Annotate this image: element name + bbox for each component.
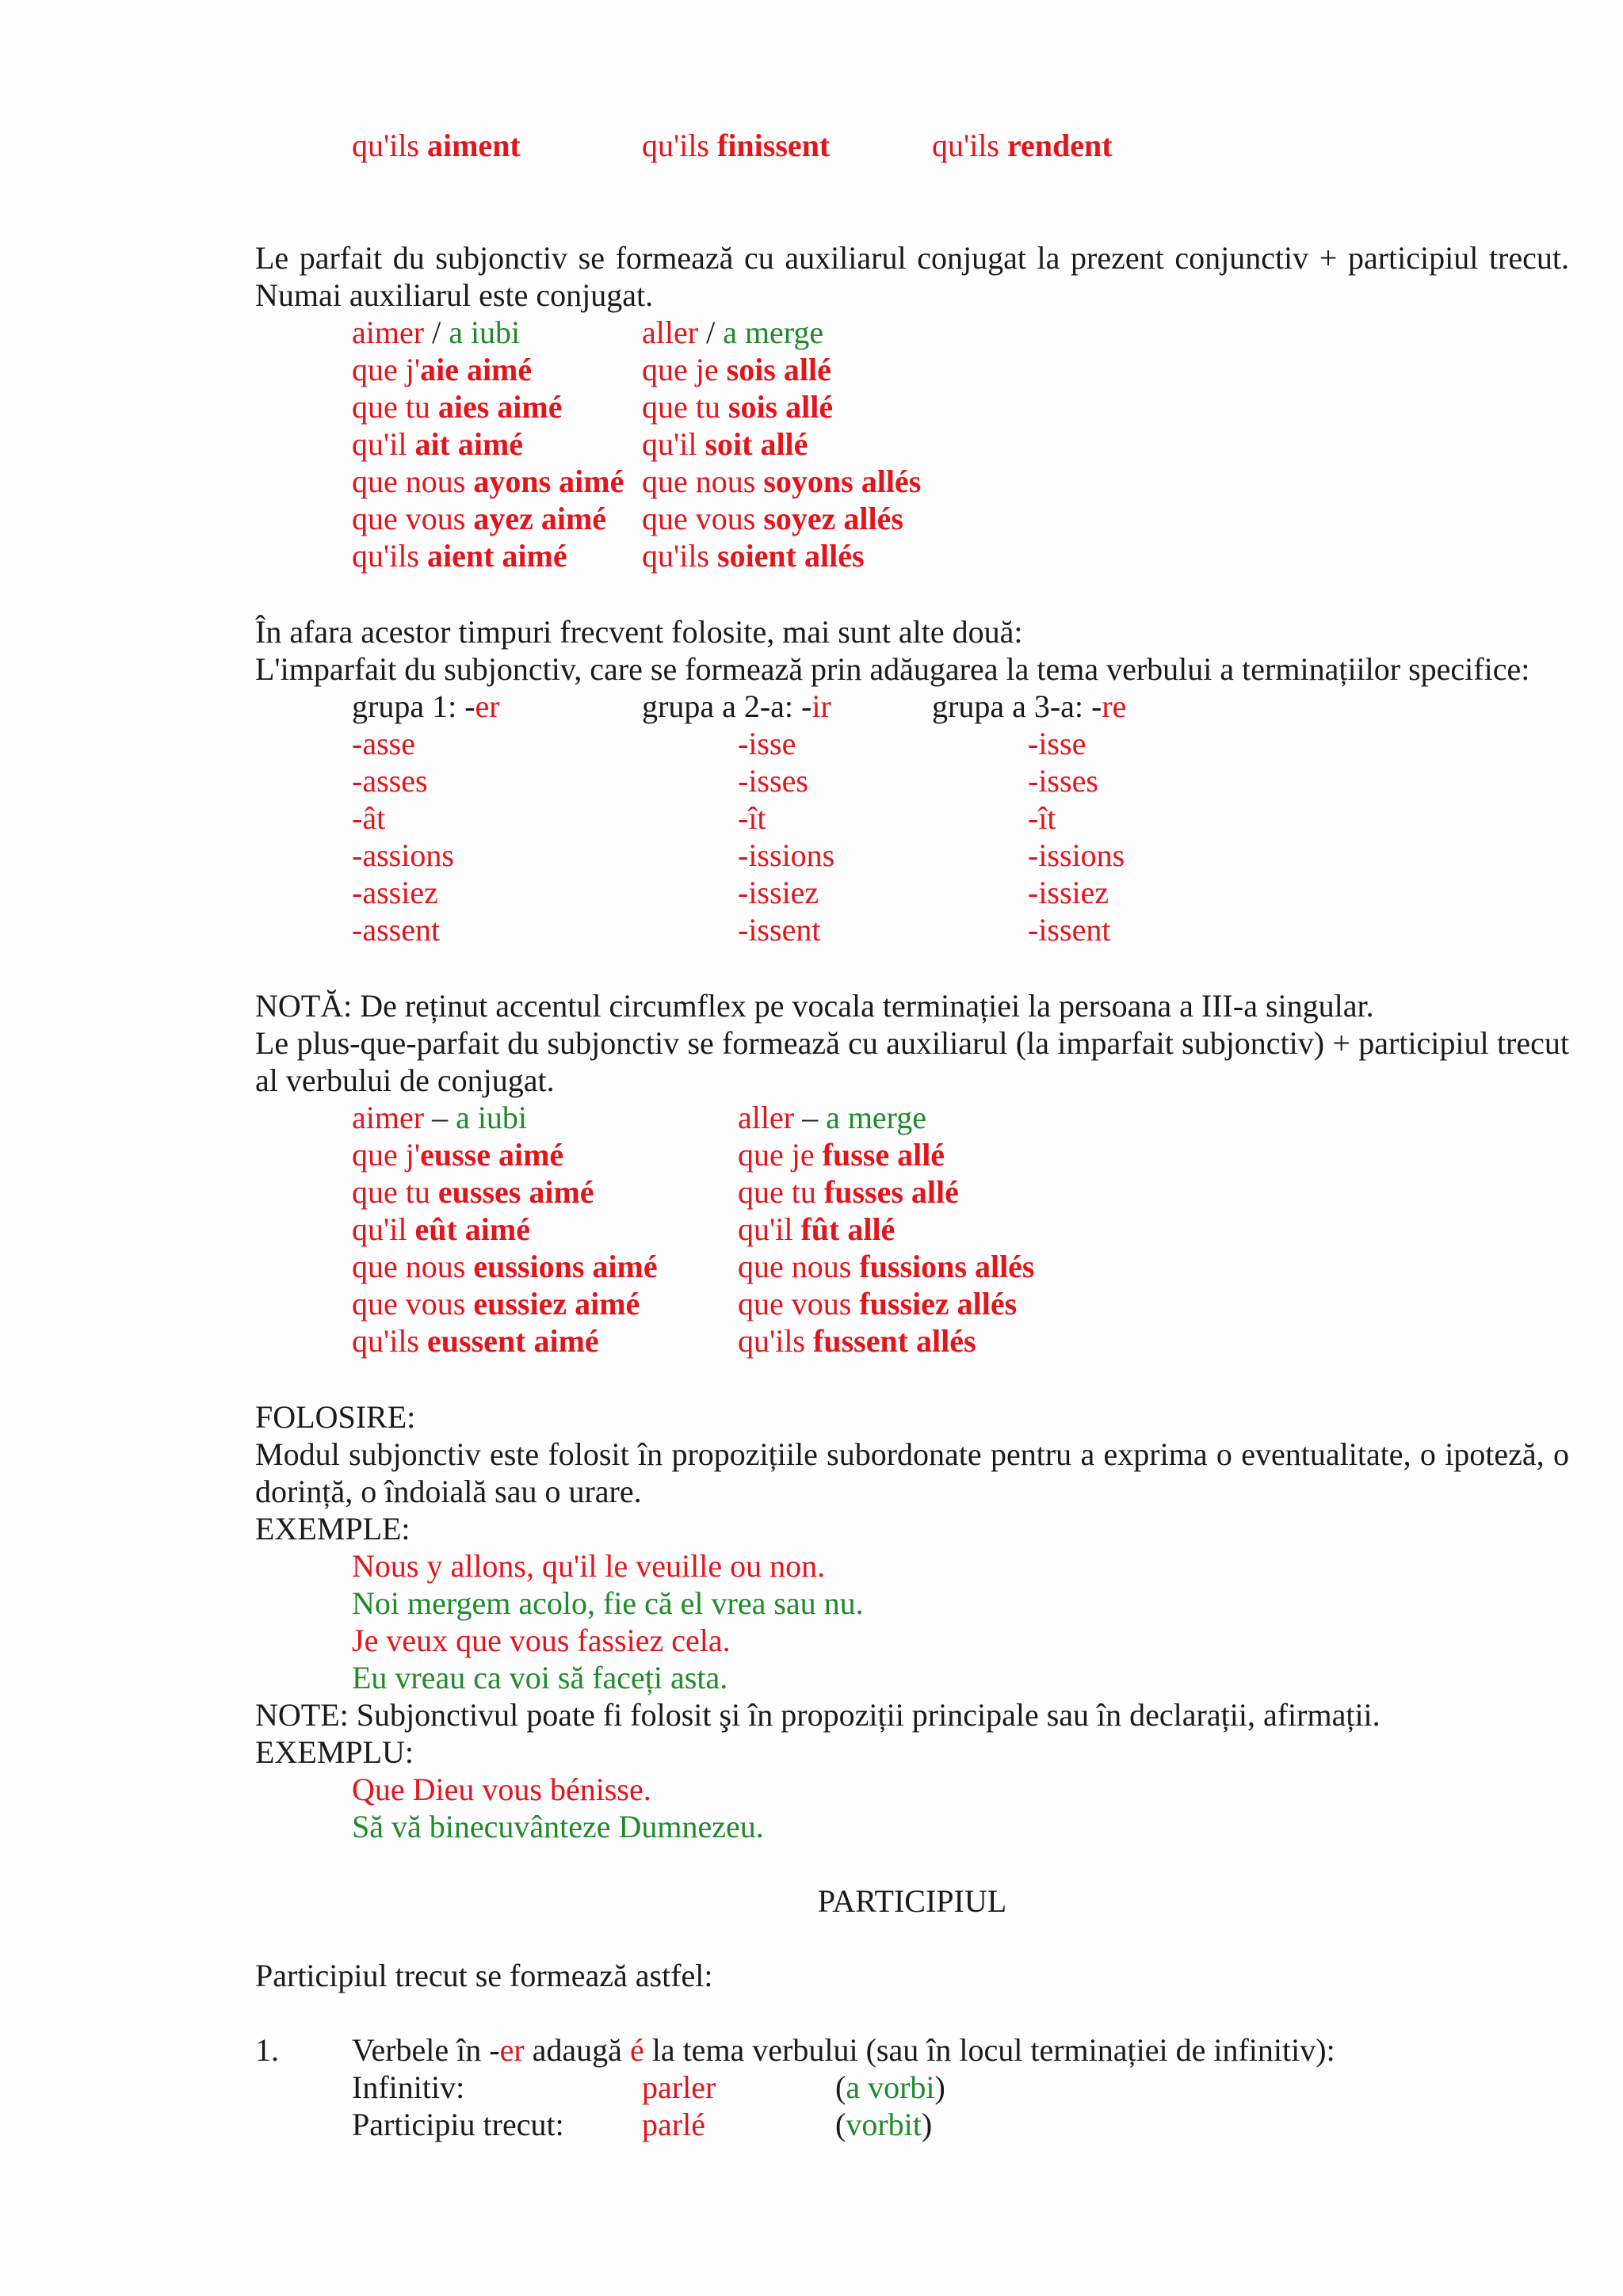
row-bold: eusses aimé xyxy=(437,1174,594,1210)
examples-label: EXEMPLE: xyxy=(255,1511,411,1547)
participiul-rule xyxy=(352,2031,1335,2069)
row-bold: soyez allés xyxy=(763,501,903,536)
parfait-aimer-row xyxy=(352,500,606,537)
parfait-aller-row xyxy=(642,537,865,574)
row-pre: que je xyxy=(738,1137,823,1173)
pqp-aimer-row xyxy=(352,1211,530,1248)
pqp-aller-row xyxy=(738,1173,959,1211)
example-fr: Que Dieu vous bénisse. xyxy=(352,1772,651,1807)
row-ro: (a vorbi) xyxy=(835,2069,945,2105)
rule-e: é xyxy=(629,2032,644,2068)
parfait-aller-row xyxy=(642,500,903,537)
row-fr: parlé xyxy=(642,2107,705,2142)
participiul-title: PARTICIPIUL xyxy=(817,1883,1007,1919)
group1-ending: -assiez xyxy=(352,875,438,910)
row-pre: que nous xyxy=(642,463,764,499)
imparfait-line2: L'imparfait du subjonctiv, care se formează prin adăugarea la tema verbului a terminațiilor specifice: xyxy=(255,651,1530,687)
parfait-aimer-head-ro: a iubi xyxy=(449,315,521,350)
row-pre: que tu xyxy=(642,389,728,425)
parfait-intro: Le parfait du subjonctiv se formează cu auxiliarul conjugat la prezent conjunctiv + participiul trecut. Numai auxiliarul este conjugat. xyxy=(255,240,1569,313)
pqp-aller-head-sep: – xyxy=(794,1100,827,1135)
row-pre: qu'ils xyxy=(352,538,427,574)
pqp-aimer-row xyxy=(352,1285,640,1322)
group-ending: re xyxy=(1102,688,1127,724)
parfait-aimer-head-fr: aimer xyxy=(352,315,425,350)
top-row-col1-pre: qu'ils xyxy=(352,128,427,163)
folosire-text: Modul subjonctiv este folosit în propozițiile subordonate pentru a exprima o eventualitate, o ipoteză, o dorință, o îndoială sau o urare. xyxy=(255,1436,1569,1509)
row-bold: eusse aimé xyxy=(420,1137,564,1173)
parfait-aller-heading xyxy=(642,314,823,351)
top-row-col1-bold: aiment xyxy=(427,128,521,163)
pqp-aller-head-ro: a merge xyxy=(826,1100,927,1135)
row-label: Participiu trecut: xyxy=(352,2107,564,2142)
group-label: grupa a 3-a: - xyxy=(932,688,1102,724)
rule-mid: adaugă xyxy=(524,2032,630,2068)
pqp-intro: Le plus-que-parfait du subjonctiv se formează cu auxiliarul (la imparfait subjonctiv) + participiul trecut al verbului de conjugat. xyxy=(255,1025,1569,1098)
group1-ending: -assent xyxy=(352,912,441,948)
group2-ending: -issent xyxy=(738,912,821,948)
top-row-col3 xyxy=(932,127,1113,164)
group3-ending: -isse xyxy=(1028,726,1086,761)
group2-heading xyxy=(642,688,831,725)
row-pre: que je xyxy=(642,352,727,387)
row-pre: qu'ils xyxy=(738,1323,813,1359)
group3-ending: -issent xyxy=(1028,912,1111,948)
example-ro: Noi mergem acolo, fie că el vrea sau nu. xyxy=(352,1585,864,1621)
parfait-aimer-heading xyxy=(352,314,520,351)
pqp-aller-row xyxy=(738,1136,945,1173)
row-bold: eussions aimé xyxy=(473,1249,658,1284)
parfait-aller-row xyxy=(642,425,808,463)
pqp-aller-row xyxy=(738,1248,1035,1285)
top-row-col2 xyxy=(642,127,830,164)
row-bold: ayons aimé xyxy=(473,463,624,499)
imparfait-line1: În afara acestor timpuri frecvent folosite, mai sunt alte două: xyxy=(255,614,1023,650)
parfait-aller-row xyxy=(642,463,921,500)
group3-ending: -issiez xyxy=(1028,875,1109,910)
group-label: grupa a 2-a: - xyxy=(642,688,812,724)
example-fr: Je veux que vous fassiez cela. xyxy=(352,1623,731,1658)
pqp-aimer-row xyxy=(352,1173,594,1211)
folosire-heading: FOLOSIRE: xyxy=(255,1399,416,1435)
parfait-aller-row xyxy=(642,351,831,388)
group-ending: er xyxy=(475,688,500,724)
group1-ending: -asse xyxy=(352,726,415,761)
pqp-aller-row xyxy=(738,1211,895,1248)
row-pre: que nous xyxy=(738,1249,860,1284)
group3-ending: -ît xyxy=(1028,800,1056,836)
top-row-col2-bold: finissent xyxy=(717,128,831,163)
example-label: EXEMPLU: xyxy=(255,1734,414,1770)
row-pre: qu'ils xyxy=(352,1323,427,1359)
rule-er: er xyxy=(499,2032,525,2068)
row-bold: sois allé xyxy=(726,352,831,387)
group3-ending: -isses xyxy=(1028,763,1098,799)
row-pre: que nous xyxy=(352,463,474,499)
group2-ending: -issiez xyxy=(738,875,819,910)
list-number: 1. xyxy=(255,2032,279,2068)
row-pre: qu'ils xyxy=(642,538,717,574)
pqp-aimer-row xyxy=(352,1136,563,1173)
row-pre: qu'il xyxy=(352,1211,415,1247)
group2-ending: -isses xyxy=(738,763,808,799)
pqp-aimer-head-fr: aimer xyxy=(352,1100,425,1135)
row-ro-text: a vorbi xyxy=(846,2069,935,2105)
parfait-aller-row xyxy=(642,388,833,425)
rule-pre: Verbele în - xyxy=(352,2032,500,2068)
row-ro: (vorbit) xyxy=(835,2107,933,2142)
group1-heading xyxy=(352,688,500,725)
row-pre: que nous xyxy=(352,1249,474,1284)
group1-ending: -assions xyxy=(352,837,454,873)
group2-ending: -ît xyxy=(738,800,766,836)
row-bold: ait aimé xyxy=(414,426,524,462)
row-pre: que tu xyxy=(738,1174,824,1210)
row-bold: fût allé xyxy=(800,1211,896,1247)
top-row-col1 xyxy=(352,127,521,164)
pqp-aller-row xyxy=(738,1285,1017,1322)
row-bold: fusse allé xyxy=(822,1137,945,1173)
example-ro: Să vă binecuvânteze Dumnezeu. xyxy=(352,1809,764,1844)
example-fr: Nous y allons, qu'il le veuille ou non. xyxy=(352,1548,826,1584)
row-bold: soient allés xyxy=(717,538,865,574)
group3-ending: -issions xyxy=(1028,837,1125,873)
top-row-col3-pre: qu'ils xyxy=(932,128,1007,163)
parfait-aimer-row xyxy=(352,463,624,500)
row-fr: parler xyxy=(642,2069,716,2105)
pqp-aimer-heading xyxy=(352,1099,527,1136)
row-bold: soyons allés xyxy=(763,463,922,499)
row-bold: eût aimé xyxy=(414,1211,530,1247)
pqp-aimer-row xyxy=(352,1322,599,1360)
parfait-aimer-head-sep: / xyxy=(424,315,449,350)
group-label: grupa 1: - xyxy=(352,688,475,724)
row-pre: que j' xyxy=(352,1137,421,1173)
pqp-aimer-head-ro: a iubi xyxy=(456,1100,528,1135)
row-bold: soit allé xyxy=(705,426,808,462)
participiul-intro: Participiul trecut se formează astfel: xyxy=(255,1958,713,1993)
row-pre: que tu xyxy=(352,1174,438,1210)
row-pre: que j' xyxy=(352,352,421,387)
row-bold: eussent aimé xyxy=(427,1323,599,1359)
row-label: Infinitiv: xyxy=(352,2069,465,2105)
pqp-aller-row xyxy=(738,1322,976,1360)
group1-ending: -ât xyxy=(352,800,386,836)
row-pre: que vous xyxy=(738,1286,860,1322)
row-pre: qu'il xyxy=(642,426,705,462)
row-bold: fussions allés xyxy=(859,1249,1035,1284)
group3-heading xyxy=(932,688,1126,725)
row-pre: qu'il xyxy=(738,1211,801,1247)
parfait-aimer-row xyxy=(352,425,523,463)
row-bold: aient aimé xyxy=(427,538,567,574)
group-ending: ir xyxy=(812,688,831,724)
pqp-aller-heading xyxy=(738,1099,926,1136)
row-bold: fussent allés xyxy=(813,1323,976,1359)
example-ro: Eu vreau ca voi să faceți asta. xyxy=(352,1660,728,1695)
pqp-nota: NOTĂ: De reținut accentul circumflex pe vocala terminației la persoana a III-a singular. xyxy=(255,988,1374,1024)
row-bold: aies aimé xyxy=(437,389,563,425)
pqp-aimer-row xyxy=(352,1248,658,1285)
top-row-col2-pre: qu'ils xyxy=(642,128,717,163)
rule-post: la tema verbului (sau în locul terminației de infinitiv): xyxy=(643,2032,1335,2068)
row-ro-text: vorbit xyxy=(846,2107,922,2142)
row-bold: eussiez aimé xyxy=(473,1286,640,1322)
row-pre: que vous xyxy=(642,501,764,536)
row-pre: que vous xyxy=(352,1286,474,1322)
row-pre: que tu xyxy=(352,389,438,425)
group2-ending: -issions xyxy=(738,837,835,873)
row-pre: que vous xyxy=(352,501,474,536)
parfait-aller-head-fr: aller xyxy=(642,315,699,350)
parfait-aimer-row xyxy=(352,537,567,574)
row-bold: fussiez allés xyxy=(859,1286,1018,1322)
parfait-aller-head-sep: / xyxy=(698,315,724,350)
group2-ending: -isse xyxy=(738,726,796,761)
row-bold: ayez aimé xyxy=(473,501,607,536)
parfait-aimer-row xyxy=(352,388,563,425)
row-pre: qu'il xyxy=(352,426,415,462)
row-bold: sois allé xyxy=(727,389,834,425)
group1-ending: -asses xyxy=(352,763,428,799)
parfait-aller-head-ro: a merge xyxy=(723,315,824,350)
parfait-aimer-row xyxy=(352,351,532,388)
top-row-col3-bold: rendent xyxy=(1007,128,1113,163)
folosire-note: NOTE: Subjonctivul poate fi folosit şi în propoziții principale sau în declarații, afirmații. xyxy=(255,1697,1381,1733)
row-bold: aie aimé xyxy=(420,352,533,387)
row-bold: fusses allé xyxy=(823,1174,959,1210)
pqp-aimer-head-sep: – xyxy=(424,1100,456,1135)
pqp-aller-head-fr: aller xyxy=(738,1100,795,1135)
